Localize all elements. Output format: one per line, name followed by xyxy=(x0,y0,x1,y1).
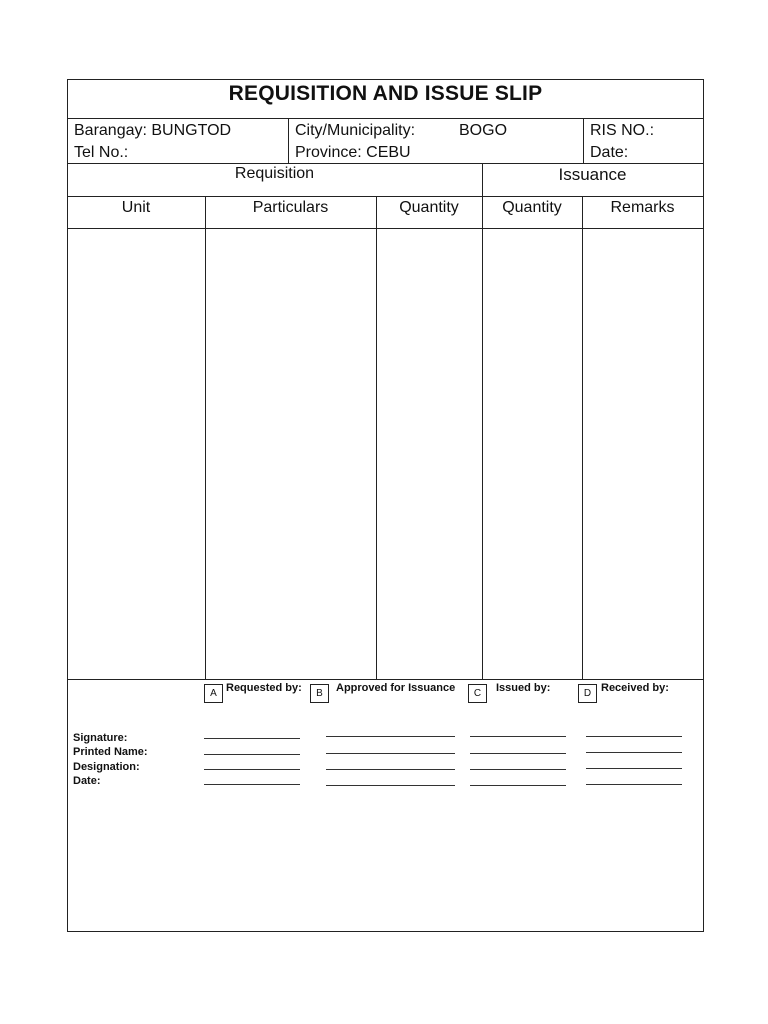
form-title: REQUISITION AND ISSUE SLIP xyxy=(228,82,543,105)
designation-line[interactable] xyxy=(204,769,300,770)
signature-line[interactable] xyxy=(586,736,682,737)
divider xyxy=(67,679,703,680)
signatory-box-c: C xyxy=(468,684,487,703)
divider xyxy=(67,228,703,229)
col-header-req-quantity: Quantity xyxy=(399,199,459,216)
signature-line[interactable] xyxy=(204,738,300,739)
date-line[interactable] xyxy=(470,785,566,786)
col-header-particulars: Particulars xyxy=(252,199,329,216)
divider xyxy=(583,118,584,163)
city-label: City/Municipality: xyxy=(295,122,416,139)
signature-line[interactable] xyxy=(326,736,455,737)
issued-by-label: Issued by: xyxy=(496,682,551,694)
approved-label: Approved for Issuance xyxy=(336,682,456,694)
designation-line[interactable] xyxy=(586,768,682,769)
column-divider xyxy=(205,196,206,679)
designation-line[interactable] xyxy=(326,769,455,770)
signature-line[interactable] xyxy=(470,736,566,737)
column-divider xyxy=(482,196,483,679)
date-label: Date: xyxy=(73,775,101,787)
barangay-text: Barangay: BUNGTOD xyxy=(74,122,232,139)
divider xyxy=(67,118,703,119)
column-divider xyxy=(582,196,583,679)
designation-line[interactable] xyxy=(470,769,566,770)
signatory-box-d: D xyxy=(578,684,597,703)
ris-no-text: RIS NO.: xyxy=(590,122,655,139)
divider xyxy=(67,196,703,197)
signatory-box-b: B xyxy=(310,684,329,703)
printed-name-line[interactable] xyxy=(586,752,682,753)
printed-name-line[interactable] xyxy=(470,753,566,754)
received-by-label: Received by: xyxy=(601,682,669,694)
province-text: Province: CEBU xyxy=(295,144,411,161)
signatory-box-a: A xyxy=(204,684,223,703)
date-line[interactable] xyxy=(204,784,300,785)
printed-name-label: Printed Name: xyxy=(73,746,148,758)
date-text: Date: xyxy=(590,144,629,161)
date-line[interactable] xyxy=(586,784,682,785)
printed-name-line[interactable] xyxy=(204,754,300,755)
date-line[interactable] xyxy=(326,785,455,786)
col-header-remarks: Remarks xyxy=(610,199,675,216)
printed-name-line[interactable] xyxy=(326,753,455,754)
city-value: BOGO xyxy=(459,122,508,139)
divider xyxy=(288,118,289,163)
designation-label: Designation: xyxy=(73,761,140,773)
col-header-iss-quantity: Quantity xyxy=(502,199,562,216)
requested-by-label: Requested by: xyxy=(226,682,302,694)
column-divider xyxy=(376,196,377,679)
divider xyxy=(67,163,703,164)
col-header-unit: Unit xyxy=(121,199,151,216)
signature-label: Signature: xyxy=(73,732,128,744)
tel-text: Tel No.: xyxy=(74,144,129,161)
issuance-header: Issuance xyxy=(558,165,627,184)
requisition-header: Requisition xyxy=(234,165,315,182)
